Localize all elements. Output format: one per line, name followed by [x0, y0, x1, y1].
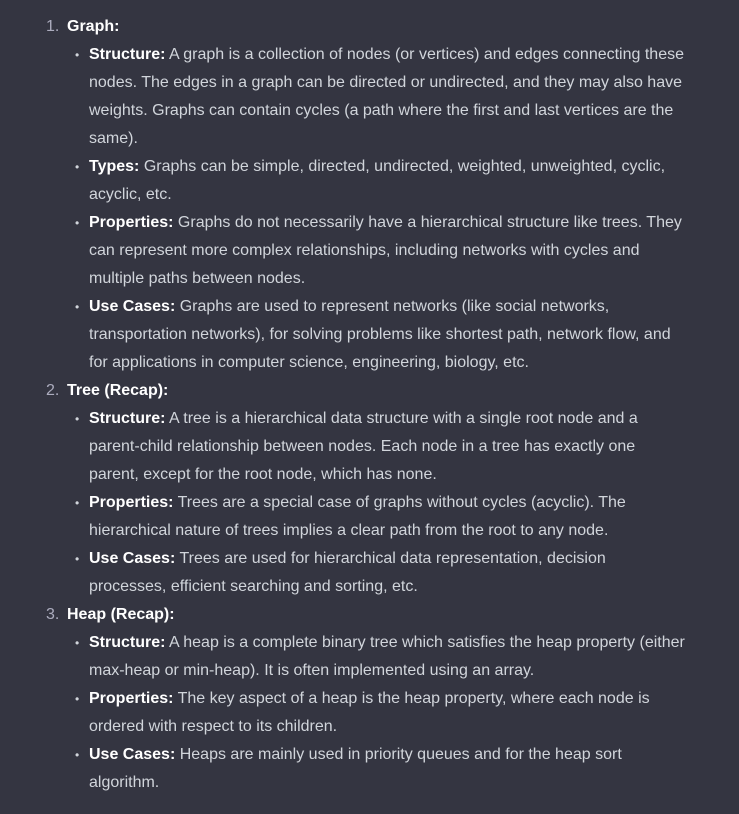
list-item — [67, 545, 739, 601]
list-section-graph — [0, 13, 739, 377]
bullet-icon: • — [75, 412, 80, 426]
bullet-icon: • — [75, 552, 80, 566]
numbered-list — [0, 13, 739, 797]
bullet-icon: • — [75, 216, 80, 230]
bullet-list — [67, 41, 739, 377]
list-item — [67, 741, 739, 797]
bullet-icon: • — [75, 496, 80, 510]
list-item — [67, 405, 739, 489]
bullet-icon: • — [75, 300, 80, 314]
item-term: Types: — [89, 158, 140, 175]
list-item — [67, 209, 739, 293]
item-text: A graph is a collection of nodes (or vertices) and edges connecting these nodes. The edges in a graph can be directed or undirected, and they may also have weights. Graphs can contain cycles (a path where the first and last vertices are the same). — [89, 46, 684, 147]
section-title: Tree (Recap): — [67, 382, 169, 399]
section-title: Graph: — [67, 18, 120, 35]
item-text: A tree is a hierarchical data structure with a single root node and a parent-child relationship between nodes. Each node in a tree has exactly one parent, except for the root node, which has none. — [89, 410, 638, 483]
item-text: Trees are used for hierarchical data representation, decision processes, efficient searching and sorting, etc. — [89, 550, 606, 595]
item-term: Use Cases: — [89, 746, 176, 763]
bullet-icon: • — [75, 636, 80, 650]
list-item — [67, 293, 739, 377]
list-number: 2. — [46, 382, 60, 399]
bullet-icon: • — [75, 48, 80, 62]
item-term: Structure: — [89, 410, 166, 427]
list-number: 1. — [46, 18, 60, 35]
list-item — [67, 685, 739, 741]
item-text: Graphs are used to represent networks (like social networks, transportation networks), for solving problems like shortest path, network flow, and for applications in computer science, engineering, biology, etc. — [89, 298, 671, 371]
bullet-icon: • — [75, 160, 80, 174]
bullet-list — [67, 629, 739, 797]
item-text: Graphs do not necessarily have a hierarchical structure like trees. They can represent more complex relationships, including networks with cycles and multiple paths between nodes. — [89, 214, 682, 287]
item-term: Properties: — [89, 690, 174, 707]
item-term: Use Cases: — [89, 550, 176, 567]
list-section-heap — [0, 601, 739, 797]
item-text: Heaps are mainly used in priority queues and for the heap sort algorithm. — [89, 746, 622, 791]
item-term: Structure: — [89, 46, 166, 63]
bullet-list — [67, 405, 739, 601]
item-term: Structure: — [89, 634, 166, 651]
section-title: Heap (Recap): — [67, 606, 175, 623]
item-text: The key aspect of a heap is the heap property, where each node is ordered with respect to its children. — [89, 690, 650, 735]
item-text: A heap is a complete binary tree which satisfies the heap property (either max-heap or min-heap). It is often implemented using an array. — [89, 634, 685, 679]
item-term: Properties: — [89, 214, 174, 231]
item-text: Trees are a special case of graphs without cycles (acyclic). The hierarchical nature of trees implies a clear path from the root to any node. — [89, 494, 626, 539]
list-item — [67, 41, 739, 153]
list-number: 3. — [46, 606, 60, 623]
list-section-tree — [0, 377, 739, 601]
item-term: Use Cases: — [89, 298, 176, 315]
list-item — [67, 153, 739, 209]
bullet-icon: • — [75, 692, 80, 706]
list-item — [67, 629, 739, 685]
list-item — [67, 489, 739, 545]
bullet-icon: • — [75, 748, 80, 762]
item-term: Properties: — [89, 494, 174, 511]
item-text: Graphs can be simple, directed, undirected, weighted, unweighted, cyclic, acyclic, etc. — [89, 158, 666, 203]
